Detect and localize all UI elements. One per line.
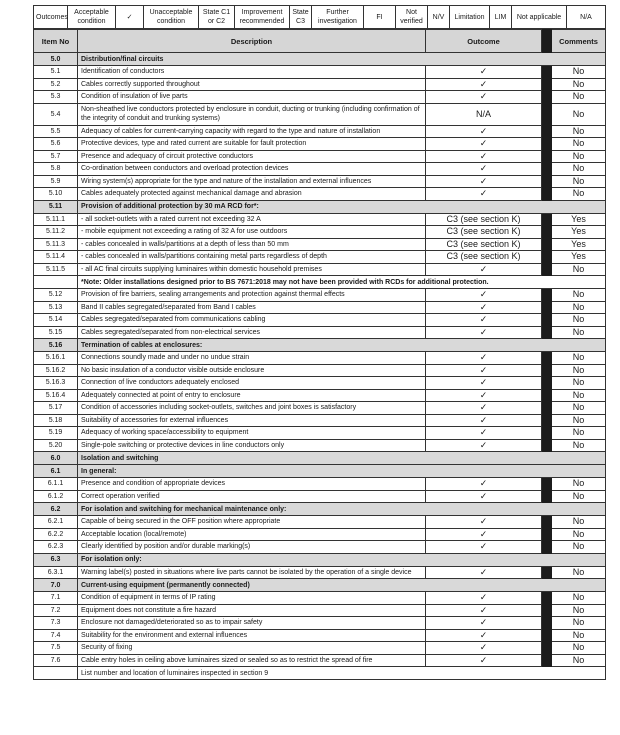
divider-bar bbox=[542, 478, 552, 491]
comment-cell: No bbox=[552, 150, 606, 163]
table-row bbox=[34, 213, 606, 226]
item-description: Cables segregated/separated from communications cabling bbox=[78, 314, 426, 327]
outcome-cell: ✓ bbox=[426, 389, 542, 402]
comment-cell: No bbox=[552, 352, 606, 365]
comment-cell: No bbox=[552, 289, 606, 302]
outcome-cell: ✓ bbox=[426, 377, 542, 390]
comment-cell: No bbox=[552, 604, 606, 617]
comment-cell: No bbox=[552, 125, 606, 138]
item-description: Single-pole switching or protective devices in line conductors only bbox=[78, 439, 426, 452]
item-number: 5.16.1 bbox=[34, 352, 78, 365]
divider-bar bbox=[542, 188, 552, 201]
divider-bar bbox=[542, 163, 552, 176]
item-number: 6.2.3 bbox=[34, 541, 78, 554]
table-row bbox=[34, 642, 606, 655]
item-number: 5.10 bbox=[34, 188, 78, 201]
divider-bar bbox=[542, 377, 552, 390]
legend-row bbox=[34, 6, 606, 29]
outcome-cell: ✓ bbox=[426, 592, 542, 605]
item-description: - cables concealed in walls/partitions containing metal parts regardless of depth bbox=[78, 251, 426, 264]
divider-bar bbox=[542, 402, 552, 415]
item-description: Band II cables segregated/separated from Band I cables bbox=[78, 301, 426, 314]
outcome-cell: ✓ bbox=[426, 263, 542, 276]
item-number: 5.19 bbox=[34, 427, 78, 440]
legend-cell: Limitation bbox=[450, 6, 490, 29]
section-title: For isolation only: bbox=[78, 553, 606, 566]
comment-cell: No bbox=[552, 103, 606, 125]
legend-cell: Acceptable condition bbox=[68, 6, 116, 29]
item-number: 7.2 bbox=[34, 604, 78, 617]
outcome-cell: ✓ bbox=[426, 150, 542, 163]
divider-bar bbox=[542, 138, 552, 151]
divider-bar bbox=[542, 439, 552, 452]
legend-cell: State C3 bbox=[290, 6, 312, 29]
section-header-row bbox=[34, 53, 606, 66]
comment-cell: No bbox=[552, 414, 606, 427]
item-number: 6.3.1 bbox=[34, 566, 78, 579]
item-number: 5.6 bbox=[34, 138, 78, 151]
item-description: No basic insulation of a conductor visible outside enclosure bbox=[78, 364, 426, 377]
table-row bbox=[34, 439, 606, 452]
legend-cell: LIM bbox=[490, 6, 512, 29]
divider-bar bbox=[542, 251, 552, 264]
table-row bbox=[34, 402, 606, 415]
table-row bbox=[34, 175, 606, 188]
table-row bbox=[34, 125, 606, 138]
table-row bbox=[34, 66, 606, 79]
header-outcome: Outcome bbox=[426, 30, 542, 53]
item-description: Suitability for the environment and external influences bbox=[78, 629, 426, 642]
item-description: Cables correctly supported throughout bbox=[78, 78, 426, 91]
header-item-no: Item No bbox=[34, 30, 78, 53]
outcome-cell: ✓ bbox=[426, 188, 542, 201]
table-row bbox=[34, 604, 606, 617]
comment-cell: No bbox=[552, 66, 606, 79]
divider-bar bbox=[542, 604, 552, 617]
item-number bbox=[34, 667, 78, 680]
item-number: 7.0 bbox=[34, 579, 78, 592]
table-row bbox=[34, 263, 606, 276]
item-number: 6.1 bbox=[34, 465, 78, 478]
item-number: 5.16.2 bbox=[34, 364, 78, 377]
divider-bar bbox=[542, 314, 552, 327]
item-description: - all AC final circuits supplying luminaires within domestic household premises bbox=[78, 263, 426, 276]
legend-cell: Outcomes bbox=[34, 6, 68, 29]
divider-bar bbox=[542, 516, 552, 529]
outcome-cell: C3 (see section K) bbox=[426, 213, 542, 226]
section-title: Current-using equipment (permanently connected) bbox=[78, 579, 606, 592]
item-number: 5.8 bbox=[34, 163, 78, 176]
item-number: 6.1.2 bbox=[34, 490, 78, 503]
outcome-cell: ✓ bbox=[426, 163, 542, 176]
section-title: Distribution/final circuits bbox=[78, 53, 606, 66]
item-description: Cables segregated/separated from non-electrical services bbox=[78, 326, 426, 339]
section-title: Termination of cables at enclosures: bbox=[78, 339, 606, 352]
divider-bar bbox=[542, 352, 552, 365]
item-number: 6.3 bbox=[34, 553, 78, 566]
table-row bbox=[34, 251, 606, 264]
section-title: Isolation and switching bbox=[78, 452, 606, 465]
legend-cell: ✓ bbox=[116, 6, 144, 29]
divider-bar bbox=[542, 301, 552, 314]
outcome-cell: C3 (see section K) bbox=[426, 226, 542, 239]
item-number: 5.7 bbox=[34, 150, 78, 163]
item-number: 5.2 bbox=[34, 78, 78, 91]
outcome-cell: ✓ bbox=[426, 352, 542, 365]
legend-cell: N/V bbox=[428, 6, 450, 29]
note-text: List number and location of luminaires inspected in section 9 bbox=[78, 667, 606, 680]
divider-bar bbox=[542, 213, 552, 226]
table-row bbox=[34, 238, 606, 251]
table-row bbox=[34, 289, 606, 302]
table-row bbox=[34, 377, 606, 390]
header-divider bbox=[542, 30, 552, 53]
table-row bbox=[34, 566, 606, 579]
table-row bbox=[34, 389, 606, 402]
legend-cell: Further investigation bbox=[312, 6, 364, 29]
comment-cell: No bbox=[552, 478, 606, 491]
comment-cell: No bbox=[552, 389, 606, 402]
item-number: 7.5 bbox=[34, 642, 78, 655]
item-number: 5.3 bbox=[34, 91, 78, 104]
divider-bar bbox=[542, 125, 552, 138]
table-row bbox=[34, 226, 606, 239]
outcome-cell: ✓ bbox=[426, 326, 542, 339]
item-description: Connection of live conductors adequately enclosed bbox=[78, 377, 426, 390]
item-number: 5.17 bbox=[34, 402, 78, 415]
item-description: Adequacy of working space/accessibility to equipment bbox=[78, 427, 426, 440]
table-row bbox=[34, 138, 606, 151]
table-row bbox=[34, 103, 606, 125]
divider-bar bbox=[542, 566, 552, 579]
outcome-cell: ✓ bbox=[426, 175, 542, 188]
section-header-row bbox=[34, 553, 606, 566]
comment-cell: No bbox=[552, 263, 606, 276]
outcome-cell: C3 (see section K) bbox=[426, 238, 542, 251]
header-description: Description bbox=[78, 30, 426, 53]
legend-cell: Not verified bbox=[396, 6, 428, 29]
item-number: 5.18 bbox=[34, 414, 78, 427]
item-description: Cable entry holes in ceiling above luminaires sized or sealed so as to restrict the spread of fire bbox=[78, 654, 426, 667]
comment-cell: No bbox=[552, 188, 606, 201]
outcome-cell: ✓ bbox=[426, 490, 542, 503]
item-description: Wiring system(s) appropriate for the type and nature of the installation and external influences bbox=[78, 175, 426, 188]
comment-cell: No bbox=[552, 78, 606, 91]
comment-cell: No bbox=[552, 402, 606, 415]
divider-bar bbox=[542, 617, 552, 630]
outcome-cell: ✓ bbox=[426, 125, 542, 138]
comment-cell: No bbox=[552, 175, 606, 188]
item-number: 5.11.3 bbox=[34, 238, 78, 251]
outcome-cell: ✓ bbox=[426, 617, 542, 630]
item-number: 5.16.4 bbox=[34, 389, 78, 402]
section-title: In general: bbox=[78, 465, 606, 478]
section-title: For isolation and switching for mechanical maintenance only: bbox=[78, 503, 606, 516]
outcome-cell: ✓ bbox=[426, 566, 542, 579]
table-row bbox=[34, 516, 606, 529]
comment-cell: No bbox=[552, 528, 606, 541]
table-row bbox=[34, 301, 606, 314]
item-number: 5.13 bbox=[34, 301, 78, 314]
item-description: Presence and condition of appropriate devices bbox=[78, 478, 426, 491]
comment-cell: No bbox=[552, 654, 606, 667]
outcome-cell: ✓ bbox=[426, 364, 542, 377]
outcome-cell: ✓ bbox=[426, 516, 542, 529]
legend-cell: Not applicable bbox=[512, 6, 567, 29]
section-header-row bbox=[34, 339, 606, 352]
divider-bar bbox=[542, 78, 552, 91]
section-header-row bbox=[34, 465, 606, 478]
outcome-cell: ✓ bbox=[426, 91, 542, 104]
table-row bbox=[34, 427, 606, 440]
comment-cell: No bbox=[552, 314, 606, 327]
table-row bbox=[34, 91, 606, 104]
table-row bbox=[34, 541, 606, 554]
outcome-cell: ✓ bbox=[426, 78, 542, 91]
item-description: Acceptable location (local/remote) bbox=[78, 528, 426, 541]
table-row bbox=[34, 326, 606, 339]
table-row bbox=[34, 163, 606, 176]
item-number: 5.11.4 bbox=[34, 251, 78, 264]
legend-cell: N/A bbox=[567, 6, 606, 29]
outcome-cell: ✓ bbox=[426, 314, 542, 327]
item-description: Clearly identified by position and/or durable marking(s) bbox=[78, 541, 426, 554]
table-row bbox=[34, 490, 606, 503]
outcome-cell: ✓ bbox=[426, 528, 542, 541]
note-row bbox=[34, 276, 606, 289]
comment-cell: No bbox=[552, 301, 606, 314]
outcome-cell: ✓ bbox=[426, 301, 542, 314]
item-description: Enclosure not damaged/deteriorated so as to impair safety bbox=[78, 617, 426, 630]
section-header-row bbox=[34, 579, 606, 592]
item-number: 6.2 bbox=[34, 503, 78, 516]
inspection-table bbox=[33, 29, 606, 680]
divider-bar bbox=[542, 150, 552, 163]
comment-cell: No bbox=[552, 91, 606, 104]
section-header-row bbox=[34, 452, 606, 465]
divider-bar bbox=[542, 528, 552, 541]
table-row bbox=[34, 150, 606, 163]
divider-bar bbox=[542, 226, 552, 239]
divider-bar bbox=[542, 175, 552, 188]
divider-bar bbox=[542, 629, 552, 642]
item-description: Presence and adequacy of circuit protective conductors bbox=[78, 150, 426, 163]
item-description: Provision of fire barriers, sealing arrangements and protection against thermal effects bbox=[78, 289, 426, 302]
divider-bar bbox=[542, 91, 552, 104]
outcome-cell: N/A bbox=[426, 103, 542, 125]
outcome-cell: ✓ bbox=[426, 427, 542, 440]
divider-bar bbox=[542, 389, 552, 402]
divider-bar bbox=[542, 289, 552, 302]
table-row bbox=[34, 528, 606, 541]
outcome-cell: ✓ bbox=[426, 642, 542, 655]
item-number: 7.6 bbox=[34, 654, 78, 667]
item-number: 5.12 bbox=[34, 289, 78, 302]
item-number: 7.1 bbox=[34, 592, 78, 605]
comment-cell: No bbox=[552, 541, 606, 554]
item-number: 6.2.2 bbox=[34, 528, 78, 541]
item-number: 7.4 bbox=[34, 629, 78, 642]
legend-cell: FI bbox=[364, 6, 396, 29]
divider-bar bbox=[542, 592, 552, 605]
comment-cell: No bbox=[552, 617, 606, 630]
legend-cell: Unacceptable condition bbox=[144, 6, 199, 29]
divider-bar bbox=[542, 642, 552, 655]
item-number: 5.14 bbox=[34, 314, 78, 327]
outcome-cell: ✓ bbox=[426, 478, 542, 491]
table-row bbox=[34, 188, 606, 201]
item-description: Non-sheathed live conductors protected by enclosure in conduit, ducting or trunking (including confirmation of the integrity of conduit and trunking systems) bbox=[78, 103, 426, 125]
outcome-cell: ✓ bbox=[426, 414, 542, 427]
note-row bbox=[34, 667, 606, 680]
outcome-cell: ✓ bbox=[426, 138, 542, 151]
table-row bbox=[34, 629, 606, 642]
outcome-cell: ✓ bbox=[426, 604, 542, 617]
item-number: 5.9 bbox=[34, 175, 78, 188]
item-number: 6.0 bbox=[34, 452, 78, 465]
outcome-cell: C3 (see section K) bbox=[426, 251, 542, 264]
inspection-schedule-page bbox=[33, 5, 605, 680]
item-number: 5.20 bbox=[34, 439, 78, 452]
comment-cell: Yes bbox=[552, 238, 606, 251]
item-description: - cables concealed in walls/partitions at a depth of less than 50 mm bbox=[78, 238, 426, 251]
item-description: Condition of accessories including socket-outlets, switches and joint boxes is satisfactory bbox=[78, 402, 426, 415]
item-number: 6.1.1 bbox=[34, 478, 78, 491]
table-row bbox=[34, 352, 606, 365]
divider-bar bbox=[542, 103, 552, 125]
comment-cell: No bbox=[552, 364, 606, 377]
outcome-cell: ✓ bbox=[426, 541, 542, 554]
note-text: *Note: Older installations designed prior to BS 7671:2018 may not have been provided with RCDs for additional protection. bbox=[78, 276, 606, 289]
divider-bar bbox=[542, 541, 552, 554]
item-number: 5.5 bbox=[34, 125, 78, 138]
outcome-legend-table bbox=[33, 5, 606, 29]
item-number: 5.4 bbox=[34, 103, 78, 125]
comment-cell: Yes bbox=[552, 226, 606, 239]
table-row bbox=[34, 654, 606, 667]
table-row bbox=[34, 478, 606, 491]
comment-cell: No bbox=[552, 629, 606, 642]
legend-cell: State C1 or C2 bbox=[199, 6, 235, 29]
section-header-row bbox=[34, 503, 606, 516]
table-row bbox=[34, 78, 606, 91]
comment-cell: No bbox=[552, 516, 606, 529]
item-description: Warning label(s) posted in situations where live parts cannot be isolated by the operation of a single device bbox=[78, 566, 426, 579]
table-row bbox=[34, 592, 606, 605]
outcome-cell: ✓ bbox=[426, 402, 542, 415]
outcome-cell: ✓ bbox=[426, 654, 542, 667]
item-number: 5.11 bbox=[34, 200, 78, 213]
section-title: Provision of additional protection by 30 mA RCD for*: bbox=[78, 200, 606, 213]
item-number: 5.16.3 bbox=[34, 377, 78, 390]
divider-bar bbox=[542, 364, 552, 377]
table-row bbox=[34, 314, 606, 327]
table-header-row bbox=[34, 30, 606, 53]
divider-bar bbox=[542, 414, 552, 427]
comment-cell: No bbox=[552, 490, 606, 503]
outcome-cell: ✓ bbox=[426, 66, 542, 79]
outcome-cell: ✓ bbox=[426, 629, 542, 642]
divider-bar bbox=[542, 66, 552, 79]
comment-cell: No bbox=[552, 377, 606, 390]
comment-cell: No bbox=[552, 163, 606, 176]
item-description: Security of fixing bbox=[78, 642, 426, 655]
item-description: Condition of equipment in terms of IP rating bbox=[78, 592, 426, 605]
item-description: Condition of insulation of live parts bbox=[78, 91, 426, 104]
item-description: Capable of being secured in the OFF position where appropriate bbox=[78, 516, 426, 529]
comment-cell: No bbox=[552, 138, 606, 151]
item-description: Adequacy of cables for current-carrying capacity with regard to the type and nature of installation bbox=[78, 125, 426, 138]
legend-cell: Improvement recommended bbox=[235, 6, 290, 29]
item-description: Correct operation verified bbox=[78, 490, 426, 503]
item-number: 5.11.1 bbox=[34, 213, 78, 226]
item-number: 6.2.1 bbox=[34, 516, 78, 529]
comment-cell: No bbox=[552, 439, 606, 452]
section-header-row bbox=[34, 200, 606, 213]
divider-bar bbox=[542, 490, 552, 503]
item-number: 5.0 bbox=[34, 53, 78, 66]
divider-bar bbox=[542, 326, 552, 339]
item-number: 5.11.2 bbox=[34, 226, 78, 239]
table-row bbox=[34, 617, 606, 630]
comment-cell: Yes bbox=[552, 213, 606, 226]
item-description: Suitability of accessories for external influences bbox=[78, 414, 426, 427]
outcome-cell: ✓ bbox=[426, 439, 542, 452]
item-description: Co-ordination between conductors and overload protection devices bbox=[78, 163, 426, 176]
divider-bar bbox=[542, 427, 552, 440]
divider-bar bbox=[542, 238, 552, 251]
item-description: Equipment does not constitute a fire hazard bbox=[78, 604, 426, 617]
table-body bbox=[34, 53, 606, 680]
item-number: 5.15 bbox=[34, 326, 78, 339]
item-description: - all socket-outlets with a rated current not exceeding 32 A bbox=[78, 213, 426, 226]
header-comments: Comments bbox=[552, 30, 606, 53]
comment-cell: Yes bbox=[552, 251, 606, 264]
item-description: Protective devices, type and rated current are suitable for fault protection bbox=[78, 138, 426, 151]
comment-cell: No bbox=[552, 642, 606, 655]
comment-cell: No bbox=[552, 326, 606, 339]
outcome-cell: ✓ bbox=[426, 289, 542, 302]
item-description: Identification of conductors bbox=[78, 66, 426, 79]
comment-cell: No bbox=[552, 566, 606, 579]
item-description: Adequately connected at point of entry to enclosure bbox=[78, 389, 426, 402]
divider-bar bbox=[542, 263, 552, 276]
item-number bbox=[34, 276, 78, 289]
item-number: 5.1 bbox=[34, 66, 78, 79]
comment-cell: No bbox=[552, 427, 606, 440]
item-description: Connections soundly made and under no undue strain bbox=[78, 352, 426, 365]
item-number: 5.11.5 bbox=[34, 263, 78, 276]
item-description: - mobile equipment not exceeding a rating of 32 A for use outdoors bbox=[78, 226, 426, 239]
comment-cell: No bbox=[552, 592, 606, 605]
item-description: Cables adequately protected against mechanical damage and abrasion bbox=[78, 188, 426, 201]
divider-bar bbox=[542, 654, 552, 667]
table-row bbox=[34, 364, 606, 377]
item-number: 7.3 bbox=[34, 617, 78, 630]
item-number: 5.16 bbox=[34, 339, 78, 352]
table-row bbox=[34, 414, 606, 427]
